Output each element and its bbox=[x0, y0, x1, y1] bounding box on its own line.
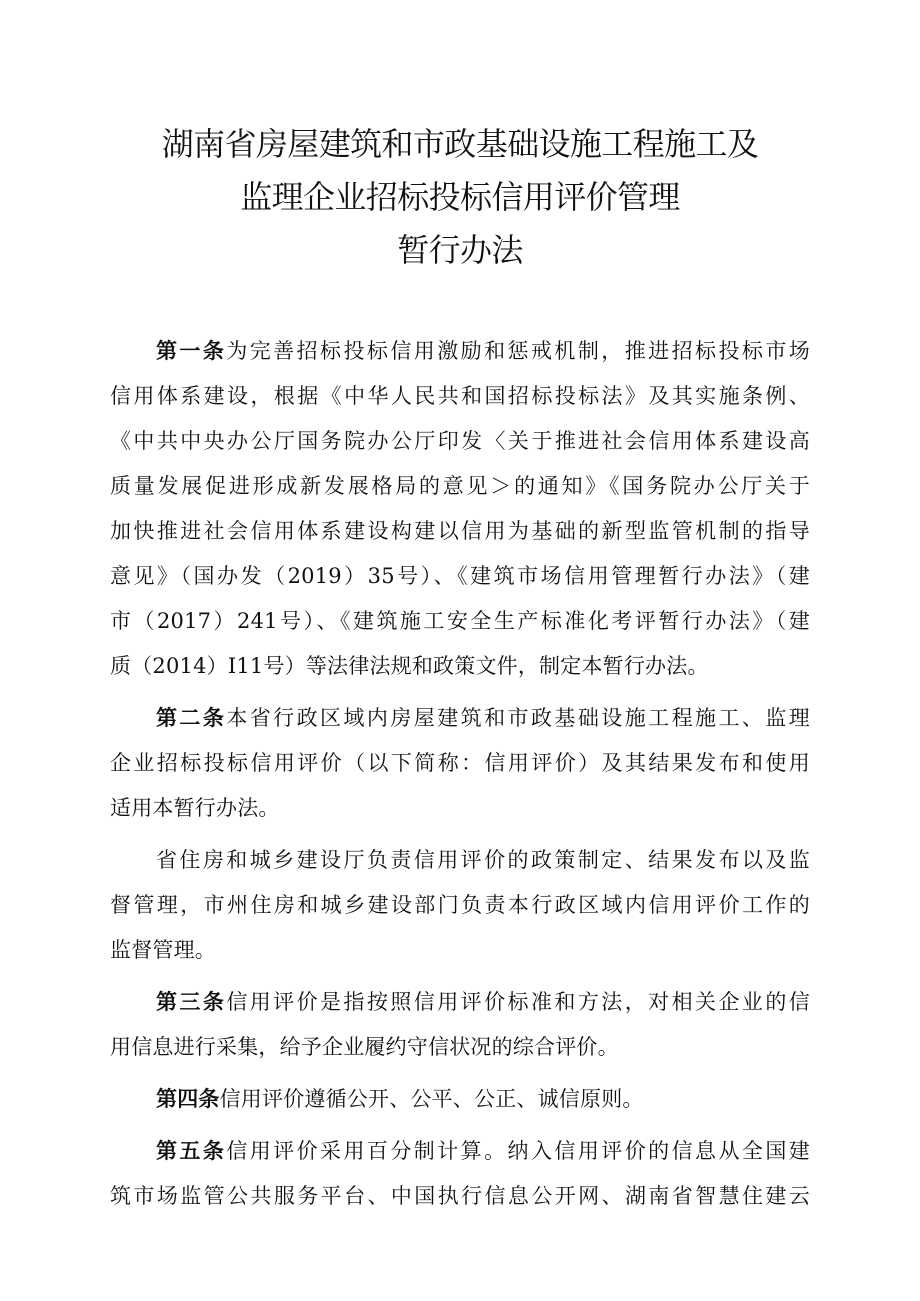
article-4 bbox=[110, 1077, 810, 1122]
title-line: 暂行办法 bbox=[397, 231, 523, 269]
article-1 bbox=[110, 329, 810, 689]
article-text-line: 筑市场监管公共服务平台、中国执行信息公开网、湖南省智慧住建云 bbox=[110, 1184, 810, 1208]
article-text-line: 为完善招标投标信用激励和惩戒机制，推进招标投标市场 bbox=[226, 339, 810, 363]
article-label: 第二条 bbox=[156, 706, 227, 730]
article-text-line: 市（2017）241号）、《建筑施工安全生产标准化考评暂行办法》（建 bbox=[110, 609, 810, 633]
article-text-line: 本省行政区域内房屋建筑和市政基础设施工程施工、监理 bbox=[226, 706, 810, 730]
article-label: 第一条 bbox=[156, 339, 227, 363]
article-2 bbox=[110, 696, 810, 831]
article-text-line: 信用评价是指按照信用评价标准和方法，对相关企业的信 bbox=[226, 990, 810, 1014]
article-text-line: 督管理，市州住房和城乡建设部门负责本行政区域内信用评价工作的 bbox=[110, 893, 810, 917]
article-text-line: 质量发展促进形成新发展格局的意见＞的通知》《国务院办公厅关于 bbox=[110, 474, 810, 498]
article-text-line: 省住房和城乡建设厅负责信用评价的政策制定、结果发布以及监 bbox=[156, 848, 810, 872]
article-text-line: 意见》（国办发（2019）35号）、《建筑市场信用管理暂行办法》（建 bbox=[110, 564, 810, 588]
article-2-paragraph-2 bbox=[110, 838, 810, 973]
article-text-line: 适用本暂行办法。 bbox=[110, 796, 280, 820]
article-text-line: 监督管理。 bbox=[110, 938, 216, 962]
article-label: 第四条 bbox=[156, 1087, 220, 1111]
article-text-line: 用信息进行采集，给予企业履约守信状况的综合评价。 bbox=[110, 1035, 619, 1059]
title-line: 湖南省房屋建筑和市政基础设施工程施工及 bbox=[161, 125, 759, 163]
article-text-line: 信用体系建设，根据《中华人民共和国招标投标法》及其实施条例、 bbox=[110, 384, 810, 408]
article-3 bbox=[110, 980, 810, 1070]
article-text-line: 加快推进社会信用体系建设构建以信用为基础的新型监管机制的指导 bbox=[110, 519, 810, 543]
article-5 bbox=[110, 1129, 810, 1219]
document-body bbox=[110, 329, 810, 1226]
article-label: 第五条 bbox=[156, 1139, 227, 1163]
article-text-line: 质（2014）I11号）等法律法规和政策文件，制定本暂行办法。 bbox=[110, 654, 709, 678]
article-text-line: 信用评价遵循公开、公平、公正、诚信原则。 bbox=[219, 1087, 644, 1111]
article-label: 第三条 bbox=[156, 990, 227, 1014]
document-title bbox=[0, 118, 920, 277]
article-text-line: 企业招标投标信用评价（以下简称：信用评价）及其结果发布和使用 bbox=[110, 751, 810, 775]
article-text-line: 《中共中央办公厅国务院办公厅印发〈关于推进社会信用体系建设高 bbox=[110, 429, 810, 453]
article-text-line: 信用评价采用百分制计算。纳入信用评价的信息从全国建 bbox=[226, 1139, 810, 1163]
title-line: 监理企业招标投标信用评价管理 bbox=[240, 178, 680, 216]
